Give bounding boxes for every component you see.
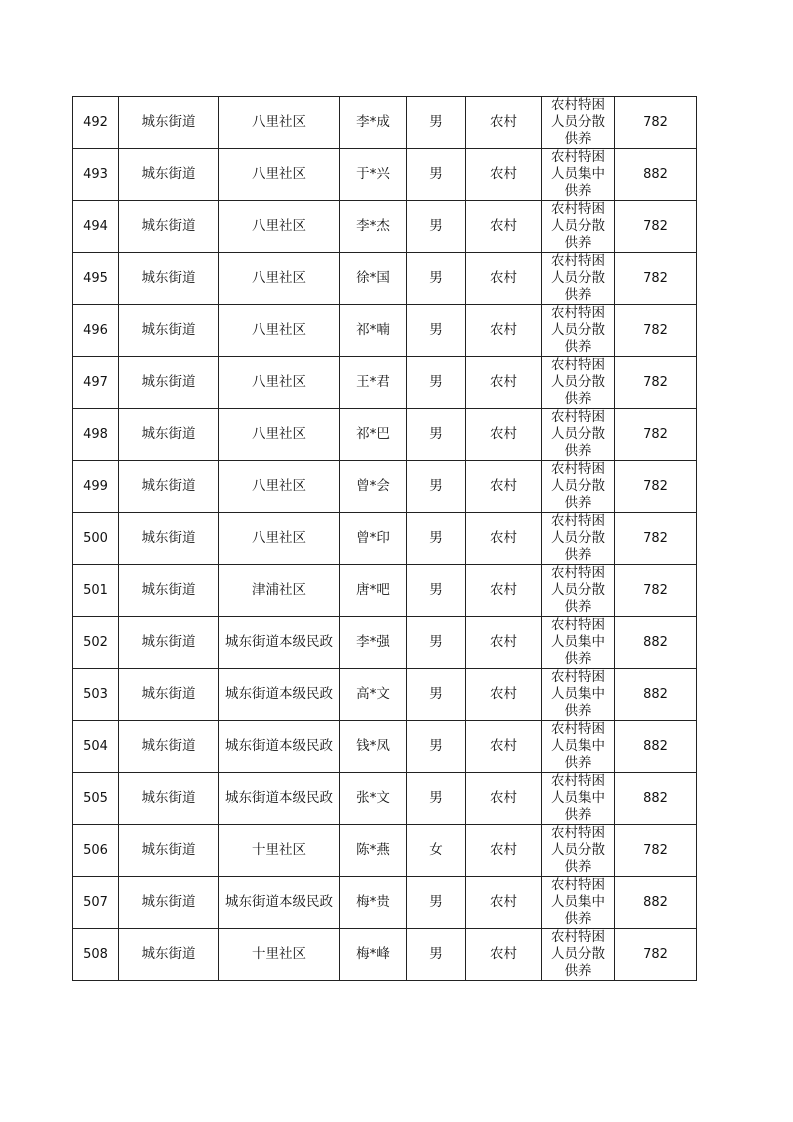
person-name-cell-text: 王*君	[356, 374, 390, 390]
area-type-cell-text: 农村	[490, 478, 517, 494]
gender-cell	[407, 825, 466, 877]
gender-cell-text: 男	[429, 218, 443, 234]
person-name-cell	[340, 513, 407, 565]
serial-number-cell-text: 501	[83, 583, 108, 598]
street-cell-text: 城东街道	[141, 114, 196, 130]
person-name-cell	[340, 617, 407, 669]
street-cell-text: 城东街道	[141, 634, 196, 650]
area-type-cell	[466, 253, 542, 305]
table-body	[73, 97, 697, 981]
gender-cell-text: 男	[429, 322, 443, 338]
amount-cell	[615, 409, 697, 461]
community-cell-text: 城东街道本级民政	[225, 893, 333, 910]
person-name-cell-text: 曾*会	[356, 478, 390, 494]
amount-cell-text: 782	[643, 583, 668, 598]
community-cell	[219, 97, 340, 149]
person-name-cell-text: 李*杰	[356, 218, 390, 234]
community-cell-text: 八里社区	[252, 321, 306, 338]
support-type-cell-text: 农村特困人员分散供养	[551, 825, 605, 875]
area-type-cell	[466, 201, 542, 253]
support-type-cell	[542, 253, 615, 305]
support-type-cell	[542, 721, 615, 773]
table-row	[73, 409, 697, 461]
amount-cell	[615, 97, 697, 149]
amount-cell	[615, 773, 697, 825]
street-cell-text: 城东街道	[141, 478, 196, 494]
area-type-cell	[466, 305, 542, 357]
serial-number-cell	[73, 929, 119, 981]
street-cell-text: 城东街道	[141, 426, 196, 442]
serial-number-cell-text: 502	[83, 635, 108, 650]
table-row	[73, 929, 697, 981]
amount-cell	[615, 149, 697, 201]
support-type-cell-text: 农村特困人员集中供养	[551, 617, 605, 667]
community-cell-text: 八里社区	[252, 425, 306, 442]
serial-number-cell-text: 496	[83, 323, 108, 338]
support-type-cell-text: 农村特困人员分散供养	[551, 201, 605, 251]
street-cell	[119, 721, 219, 773]
street-cell	[119, 565, 219, 617]
gender-cell-text: 男	[429, 894, 443, 910]
serial-number-cell	[73, 669, 119, 721]
person-name-cell-text: 张*文	[356, 790, 390, 806]
support-type-cell-text: 农村特困人员分散供养	[551, 97, 605, 147]
amount-cell-text: 782	[643, 427, 668, 442]
community-cell	[219, 305, 340, 357]
person-name-cell	[340, 773, 407, 825]
gender-cell	[407, 201, 466, 253]
person-name-cell	[340, 721, 407, 773]
amount-cell-text: 782	[643, 115, 668, 130]
support-type-cell	[542, 825, 615, 877]
street-cell	[119, 305, 219, 357]
area-type-cell	[466, 409, 542, 461]
person-name-cell	[340, 929, 407, 981]
serial-number-cell-text: 503	[83, 687, 108, 702]
area-type-cell-text: 农村	[490, 374, 517, 390]
area-type-cell-text: 农村	[490, 218, 517, 234]
person-name-cell	[340, 97, 407, 149]
gender-cell-text: 男	[429, 686, 443, 702]
area-type-cell	[466, 461, 542, 513]
community-cell	[219, 409, 340, 461]
street-cell-text: 城东街道	[141, 530, 196, 546]
community-cell-text: 津浦社区	[252, 581, 306, 598]
serial-number-cell-text: 497	[83, 375, 108, 390]
area-type-cell	[466, 357, 542, 409]
serial-number-cell-text: 493	[83, 167, 108, 182]
area-type-cell	[466, 97, 542, 149]
amount-cell	[615, 513, 697, 565]
serial-number-cell-text: 500	[83, 531, 108, 546]
gender-cell	[407, 409, 466, 461]
street-cell	[119, 149, 219, 201]
table-row	[73, 305, 697, 357]
support-type-cell-text: 农村特困人员集中供养	[551, 669, 605, 719]
support-type-cell	[542, 305, 615, 357]
gender-cell-text: 男	[429, 738, 443, 754]
person-name-cell-text: 于*兴	[356, 166, 390, 182]
amount-cell-text: 782	[643, 375, 668, 390]
street-cell	[119, 617, 219, 669]
street-cell	[119, 825, 219, 877]
area-type-cell	[466, 929, 542, 981]
amount-cell	[615, 201, 697, 253]
community-cell-text: 城东街道本级民政	[225, 737, 333, 754]
amount-cell-text: 782	[643, 219, 668, 234]
person-name-cell-text: 李*成	[356, 114, 390, 130]
serial-number-cell-text: 506	[83, 843, 108, 858]
area-type-cell	[466, 721, 542, 773]
gender-cell-text: 男	[429, 374, 443, 390]
community-cell	[219, 565, 340, 617]
person-name-cell-text: 曾*印	[356, 530, 390, 546]
serial-number-cell	[73, 513, 119, 565]
person-name-cell	[340, 149, 407, 201]
street-cell-text: 城东街道	[141, 218, 196, 234]
person-name-cell-text: 梅*贵	[356, 894, 390, 910]
support-type-cell	[542, 513, 615, 565]
table-row	[73, 149, 697, 201]
gender-cell-text: 男	[429, 582, 443, 598]
person-name-cell	[340, 669, 407, 721]
serial-number-cell	[73, 201, 119, 253]
gender-cell	[407, 305, 466, 357]
support-type-cell	[542, 877, 615, 929]
community-cell	[219, 669, 340, 721]
gender-cell-text: 男	[429, 478, 443, 494]
community-cell-text: 八里社区	[252, 529, 306, 546]
support-type-cell	[542, 201, 615, 253]
support-type-cell	[542, 669, 615, 721]
amount-cell-text: 882	[643, 687, 668, 702]
community-cell	[219, 461, 340, 513]
support-type-cell	[542, 617, 615, 669]
table-row	[73, 617, 697, 669]
amount-cell-text: 782	[643, 531, 668, 546]
community-cell	[219, 149, 340, 201]
area-type-cell	[466, 877, 542, 929]
area-type-cell-text: 农村	[490, 530, 517, 546]
support-type-cell	[542, 409, 615, 461]
person-name-cell-text: 祁*巴	[356, 426, 390, 442]
table-row	[73, 669, 697, 721]
area-type-cell-text: 农村	[490, 166, 517, 182]
amount-cell-text: 882	[643, 895, 668, 910]
serial-number-cell	[73, 461, 119, 513]
area-type-cell	[466, 565, 542, 617]
area-type-cell-text: 农村	[490, 426, 517, 442]
area-type-cell	[466, 513, 542, 565]
serial-number-cell	[73, 305, 119, 357]
support-type-cell	[542, 461, 615, 513]
street-cell	[119, 461, 219, 513]
amount-cell-text: 782	[643, 271, 668, 286]
street-cell	[119, 97, 219, 149]
gender-cell	[407, 97, 466, 149]
street-cell-text: 城东街道	[141, 842, 196, 858]
area-type-cell-text: 农村	[490, 114, 517, 130]
person-name-cell-text: 梅*峰	[356, 946, 390, 962]
person-name-cell	[340, 461, 407, 513]
serial-number-cell-text: 495	[83, 271, 108, 286]
support-type-cell	[542, 97, 615, 149]
amount-cell	[615, 305, 697, 357]
street-cell	[119, 773, 219, 825]
amount-cell-text: 782	[643, 323, 668, 338]
support-type-cell-text: 农村特困人员分散供养	[551, 305, 605, 355]
street-cell-text: 城东街道	[141, 322, 196, 338]
community-cell-text: 八里社区	[252, 477, 306, 494]
gender-cell-text: 女	[429, 842, 443, 858]
gender-cell	[407, 461, 466, 513]
street-cell	[119, 409, 219, 461]
street-cell	[119, 357, 219, 409]
person-name-cell-text: 徐*国	[356, 270, 390, 286]
area-type-cell-text: 农村	[490, 582, 517, 598]
community-cell	[219, 721, 340, 773]
community-cell-text: 八里社区	[252, 165, 306, 182]
amount-cell-text: 782	[643, 479, 668, 494]
amount-cell	[615, 877, 697, 929]
support-type-cell-text: 农村特困人员分散供养	[551, 357, 605, 407]
community-cell	[219, 357, 340, 409]
gender-cell-text: 男	[429, 270, 443, 286]
community-cell	[219, 617, 340, 669]
support-type-cell-text: 农村特困人员集中供养	[551, 773, 605, 823]
person-name-cell	[340, 877, 407, 929]
amount-cell	[615, 929, 697, 981]
community-cell-text: 十里社区	[252, 841, 306, 858]
area-type-cell-text: 农村	[490, 686, 517, 702]
person-name-cell	[340, 565, 407, 617]
serial-number-cell-text: 492	[83, 115, 108, 130]
table-row	[73, 357, 697, 409]
area-type-cell-text: 农村	[490, 270, 517, 286]
support-type-cell-text: 农村特困人员分散供养	[551, 929, 605, 979]
serial-number-cell-text: 508	[83, 947, 108, 962]
gender-cell-text: 男	[429, 114, 443, 130]
serial-number-cell	[73, 773, 119, 825]
street-cell-text: 城东街道	[141, 166, 196, 182]
street-cell	[119, 201, 219, 253]
support-type-cell	[542, 357, 615, 409]
area-type-cell-text: 农村	[490, 738, 517, 754]
area-type-cell	[466, 669, 542, 721]
support-type-cell-text: 农村特困人员分散供养	[551, 409, 605, 459]
support-type-cell-text: 农村特困人员分散供养	[551, 461, 605, 511]
gender-cell	[407, 721, 466, 773]
support-type-cell-text: 农村特困人员分散供养	[551, 565, 605, 615]
community-cell-text: 城东街道本级民政	[225, 685, 333, 702]
gender-cell	[407, 877, 466, 929]
serial-number-cell-text: 498	[83, 427, 108, 442]
gender-cell	[407, 773, 466, 825]
community-cell	[219, 877, 340, 929]
amount-cell	[615, 825, 697, 877]
street-cell-text: 城东街道	[141, 582, 196, 598]
amount-cell-text: 782	[643, 843, 668, 858]
table-row	[73, 721, 697, 773]
community-cell-text: 十里社区	[252, 945, 306, 962]
serial-number-cell-text: 505	[83, 791, 108, 806]
table-row	[73, 97, 697, 149]
gender-cell	[407, 149, 466, 201]
street-cell	[119, 669, 219, 721]
area-type-cell	[466, 617, 542, 669]
serial-number-cell-text: 494	[83, 219, 108, 234]
gender-cell-text: 男	[429, 166, 443, 182]
area-type-cell-text: 农村	[490, 894, 517, 910]
person-name-cell	[340, 201, 407, 253]
serial-number-cell	[73, 825, 119, 877]
amount-cell	[615, 617, 697, 669]
amount-cell-text: 782	[643, 947, 668, 962]
community-cell-text: 八里社区	[252, 217, 306, 234]
street-cell	[119, 513, 219, 565]
gender-cell	[407, 617, 466, 669]
table-row	[73, 565, 697, 617]
serial-number-cell	[73, 97, 119, 149]
person-name-cell-text: 高*文	[356, 686, 390, 702]
street-cell	[119, 929, 219, 981]
serial-number-cell	[73, 721, 119, 773]
area-type-cell-text: 农村	[490, 842, 517, 858]
gender-cell	[407, 669, 466, 721]
person-name-cell	[340, 357, 407, 409]
gender-cell-text: 男	[429, 530, 443, 546]
amount-cell-text: 882	[643, 167, 668, 182]
table-row	[73, 201, 697, 253]
serial-number-cell	[73, 253, 119, 305]
support-type-cell-text: 农村特困人员集中供养	[551, 877, 605, 927]
community-cell-text: 城东街道本级民政	[225, 789, 333, 806]
area-type-cell	[466, 773, 542, 825]
amount-cell	[615, 461, 697, 513]
community-cell	[219, 825, 340, 877]
support-type-cell	[542, 773, 615, 825]
serial-number-cell-text: 507	[83, 895, 108, 910]
person-name-cell	[340, 253, 407, 305]
support-type-cell-text: 农村特困人员集中供养	[551, 721, 605, 771]
street-cell	[119, 253, 219, 305]
community-cell-text: 八里社区	[252, 269, 306, 286]
community-cell	[219, 773, 340, 825]
support-type-cell	[542, 149, 615, 201]
amount-cell-text: 882	[643, 635, 668, 650]
gender-cell-text: 男	[429, 426, 443, 442]
area-type-cell-text: 农村	[490, 790, 517, 806]
support-type-cell	[542, 565, 615, 617]
table-row	[73, 461, 697, 513]
table-row	[73, 253, 697, 305]
serial-number-cell-text: 499	[83, 479, 108, 494]
area-type-cell-text: 农村	[490, 946, 517, 962]
area-type-cell	[466, 149, 542, 201]
table-row	[73, 877, 697, 929]
amount-cell	[615, 669, 697, 721]
gender-cell	[407, 357, 466, 409]
support-type-cell-text: 农村特困人员分散供养	[551, 513, 605, 563]
support-type-cell-text: 农村特困人员集中供养	[551, 149, 605, 199]
person-name-cell	[340, 825, 407, 877]
table-row	[73, 773, 697, 825]
beneficiary-table	[72, 96, 697, 981]
person-name-cell-text: 祁*喃	[356, 322, 390, 338]
gender-cell	[407, 253, 466, 305]
serial-number-cell	[73, 357, 119, 409]
community-cell-text: 八里社区	[252, 373, 306, 390]
serial-number-cell	[73, 617, 119, 669]
street-cell-text: 城东街道	[141, 790, 196, 806]
gender-cell	[407, 565, 466, 617]
community-cell	[219, 201, 340, 253]
gender-cell-text: 男	[429, 946, 443, 962]
street-cell	[119, 877, 219, 929]
person-name-cell-text: 陈*燕	[356, 842, 390, 858]
person-name-cell	[340, 305, 407, 357]
area-type-cell-text: 农村	[490, 322, 517, 338]
serial-number-cell	[73, 565, 119, 617]
gender-cell-text: 男	[429, 634, 443, 650]
amount-cell-text: 882	[643, 739, 668, 754]
serial-number-cell	[73, 409, 119, 461]
area-type-cell	[466, 825, 542, 877]
community-cell	[219, 929, 340, 981]
serial-number-cell	[73, 149, 119, 201]
street-cell-text: 城东街道	[141, 946, 196, 962]
street-cell-text: 城东街道	[141, 894, 196, 910]
person-name-cell-text: 唐*吧	[356, 582, 390, 598]
gender-cell	[407, 929, 466, 981]
street-cell-text: 城东街道	[141, 738, 196, 754]
community-cell	[219, 513, 340, 565]
support-type-cell	[542, 929, 615, 981]
amount-cell-text: 882	[643, 791, 668, 806]
street-cell-text: 城东街道	[141, 686, 196, 702]
community-cell	[219, 253, 340, 305]
area-type-cell-text: 农村	[490, 634, 517, 650]
community-cell-text: 八里社区	[252, 113, 306, 130]
amount-cell	[615, 357, 697, 409]
community-cell-text: 城东街道本级民政	[225, 633, 333, 650]
amount-cell	[615, 565, 697, 617]
serial-number-cell	[73, 877, 119, 929]
person-name-cell	[340, 409, 407, 461]
amount-cell	[615, 253, 697, 305]
person-name-cell-text: 钱*凤	[356, 738, 390, 754]
serial-number-cell-text: 504	[83, 739, 108, 754]
support-type-cell-text: 农村特困人员分散供养	[551, 253, 605, 303]
person-name-cell-text: 李*强	[356, 634, 390, 650]
table-row	[73, 513, 697, 565]
street-cell-text: 城东街道	[141, 270, 196, 286]
amount-cell	[615, 721, 697, 773]
gender-cell	[407, 513, 466, 565]
street-cell-text: 城东街道	[141, 374, 196, 390]
table-row	[73, 825, 697, 877]
gender-cell-text: 男	[429, 790, 443, 806]
